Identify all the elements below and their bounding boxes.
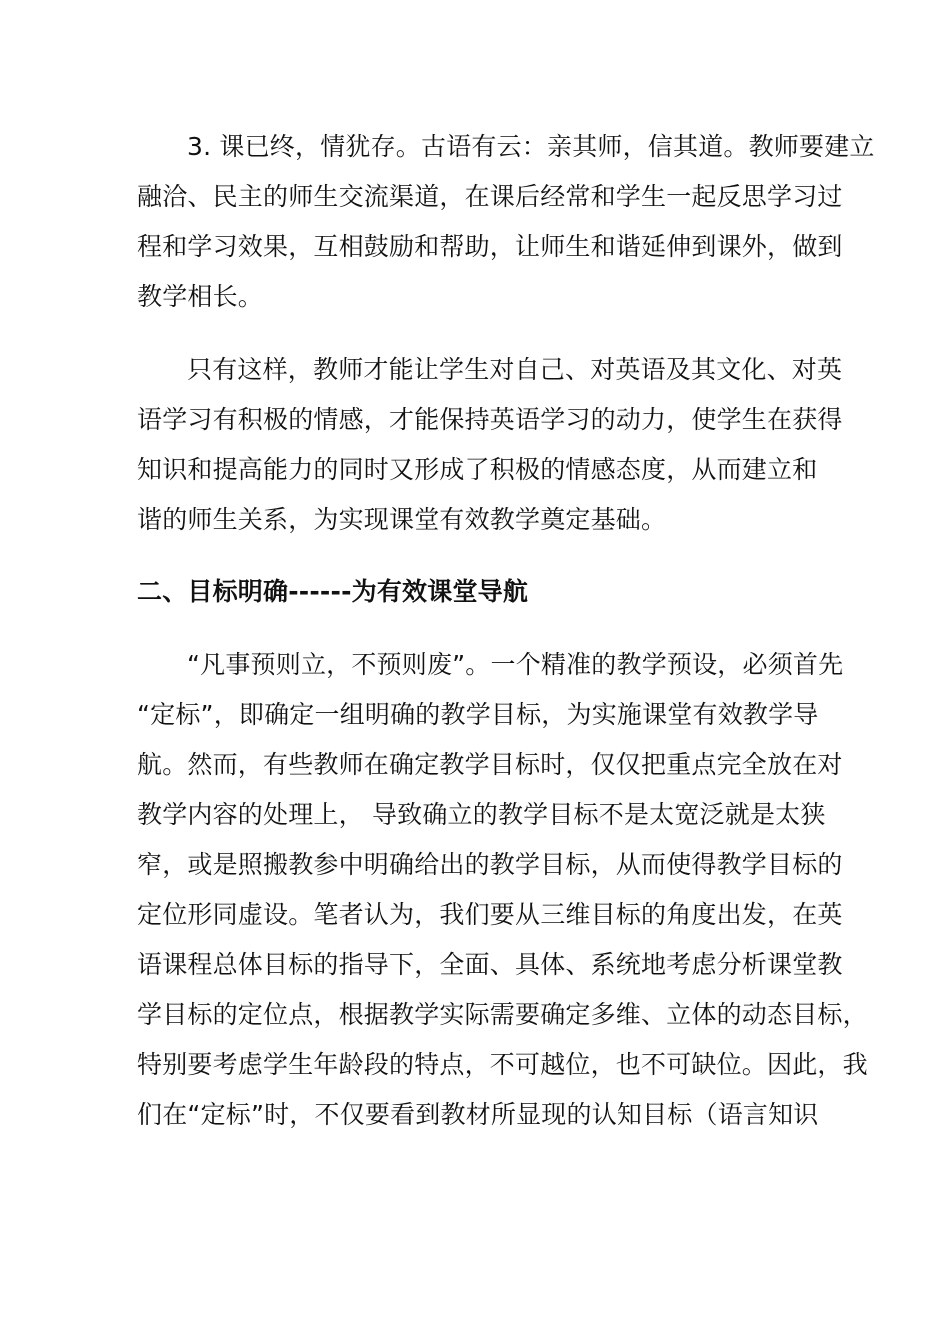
paragraph-1-line-4: 教学相长。 <box>137 282 264 311</box>
section-heading: 二、目标明确------为有效课堂导航 <box>137 577 529 606</box>
paragraph-2-line-2: 语学习有积极的情感，才能保持英语学习的动力，使学生在获得 <box>137 405 843 434</box>
paragraph-3-line-6: 定位形同虚设。笔者认为，我们要从三维目标的角度出发，在英 <box>137 900 843 929</box>
paragraph-3-line-9: 特别要考虑学生年龄段的特点，不可越位，也不可缺位。因此，我 <box>137 1050 868 1079</box>
paragraph-3-line-7: 语课程总体目标的指导下，全面、具体、系统地考虑分析课堂教 <box>137 950 843 979</box>
paragraph-3-line-5: 窄，或是照搬教参中明确给出的教学目标，从而使得教学目标的 <box>137 850 843 879</box>
paragraph-2-line-4: 谐的师生关系，为实现课堂有效教学奠定基础。 <box>137 505 667 534</box>
paragraph-2-line-3: 知识和提高能力的同时又形成了积极的情感态度，从而建立和 <box>137 455 818 484</box>
paragraph-3-line-8: 学目标的定位点，根据教学实际需要确定多维、立体的动态目标， <box>137 1000 868 1029</box>
paragraph-1-line-1: 3. 课已终，情犹存。古语有云：亲其师，信其道。教师要建立 <box>187 132 875 161</box>
paragraph-3-line-3: 航。然而，有些教师在确定教学目标时，仅仅把重点完全放在对 <box>137 750 843 779</box>
paragraph-3-line-2: “定标”，即确定一组明确的教学目标，为实施课堂有效教学导 <box>137 700 819 729</box>
paragraph-1-line-3: 程和学习效果，互相鼓励和帮助，让师生和谐延伸到课外，做到 <box>137 232 843 261</box>
paragraph-2-line-1: 只有这样，教师才能让学生对自己、对英语及其文化、对英 <box>187 355 843 384</box>
paragraph-3-line-10: 们在“定标”时，不仅要看到教材所显现的认知目标（语言知识 <box>137 1100 819 1129</box>
paragraph-3-line-1: “凡事预则立，不预则废”。一个精准的教学预设，必须首先 <box>187 650 844 679</box>
paragraph-3-line-4: 教学内容的处理上， 导致确立的教学目标不是太宽泛就是太狭 <box>137 800 826 829</box>
paragraph-1-line-2: 融洽、民主的师生交流渠道，在课后经常和学生一起反思学习过 <box>137 182 843 211</box>
